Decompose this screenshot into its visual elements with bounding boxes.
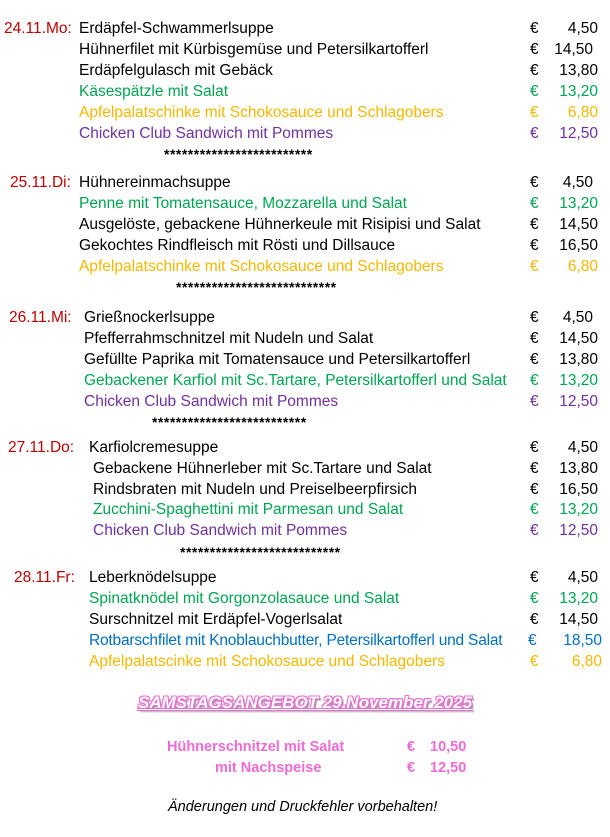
menu-item: Karfiolcremesuppe (89, 439, 219, 456)
menu-item: Käsespätzle mit Salat (79, 83, 229, 100)
price: 4,50 (562, 309, 593, 326)
currency: € (530, 522, 539, 539)
menu-item: Chicken Club Sandwich mit Pommes (84, 393, 339, 410)
menu-item: Erdäpfelgulasch mit Gebäck (79, 62, 273, 79)
day-label-fr: 28.11.Fr: (14, 569, 75, 586)
price: 12,50 (559, 522, 598, 539)
price: 6,80 (567, 258, 598, 275)
menu-item: Spinatknödel mit Gorgonzolasauce und Salat (89, 590, 400, 607)
currency: € (530, 216, 539, 233)
menu-item: Zucchini-Spaghettini mit Parmesan und Salat (93, 501, 404, 518)
currency: € (530, 393, 539, 410)
currency: € (407, 760, 416, 776)
price: 4,50 (562, 174, 593, 191)
saturday-offer-title: SAMSTAGSANGEBOT 29.November 2025 (138, 693, 473, 712)
price: 18,50 (563, 632, 602, 649)
price: 16,50 (559, 481, 598, 498)
currency: € (407, 739, 416, 755)
currency: € (530, 330, 539, 347)
separator: ************************* (164, 146, 313, 162)
menu-item: Apfelpalatscinke mit Schokosauce und Schlagobers (89, 653, 445, 670)
price: 13,20 (559, 501, 598, 518)
menu-item: Gefüllte Paprika mit Tomatensauce und Petersilkartofferl (84, 351, 471, 368)
price: 6,80 (567, 104, 598, 121)
disclaimer: Änderungen und Druckfehler vorbehalten! (168, 799, 438, 815)
day-label-mi: 26.11.Mi: (9, 309, 72, 326)
price: 13,80 (559, 460, 598, 477)
price: 14,50 (559, 330, 598, 347)
menu-item: Apfelpalatschinke mit Schokosauce und Schlagobers (79, 104, 444, 121)
currency: € (530, 611, 539, 628)
separator: ************************** (152, 414, 307, 430)
price: 10,50 (430, 739, 467, 755)
price: 13,20 (559, 372, 598, 389)
currency: € (530, 195, 539, 212)
menu-item: Apfelpalatschinke mit Schokosauce und Schlagobers (79, 258, 444, 275)
menu-item: Penne mit Tomatensauce, Mozzarella und Salat (79, 195, 407, 212)
menu-item: Pfefferrahmschnitzel mit Nudeln und Salat (84, 330, 374, 347)
currency: € (530, 41, 539, 58)
separator: *************************** (176, 279, 337, 295)
currency: € (530, 590, 539, 607)
currency: € (530, 174, 539, 191)
menu-item: Gekochtes Rindfleisch mit Rösti und Dillsauce (79, 237, 396, 254)
menu-item: Chicken Club Sandwich mit Pommes (93, 522, 348, 539)
price: 6,80 (571, 653, 602, 670)
menu-item: Hühnerfilet mit Kürbisgemüse und Petersilkartofferl (79, 41, 429, 58)
menu-item: Gebackener Karfiol mit Sc.Tartare, Petersilkartofferl und Salat (84, 372, 507, 389)
menu-item: Grießnockerlsuppe (84, 309, 215, 326)
currency: € (530, 104, 539, 121)
menu-item: Rotbarschfilet mit Knoblauchbutter, Petersilkartofferl und Salat (89, 632, 503, 649)
saturday-item: mit Nachspeise (215, 760, 322, 776)
currency: € (530, 439, 539, 456)
menu-item: Surschnitzel mit Erdäpfel-Vogerlsalat (89, 611, 343, 628)
currency: € (530, 83, 539, 100)
price: 13,80 (559, 62, 598, 79)
menu-item: Leberknödelsuppe (89, 569, 217, 586)
currency: € (530, 237, 539, 254)
price: 4,50 (567, 439, 598, 456)
menu-item: Ausgelöste, gebackene Hühnerkeule mit Risipisi und Salat (79, 216, 481, 233)
currency: € (530, 351, 539, 368)
currency: € (530, 481, 539, 498)
separator: *************************** (180, 544, 341, 560)
currency: € (530, 372, 539, 389)
currency: € (528, 632, 537, 649)
menu-item: Gebackene Hühnerleber mit Sc.Tartare und Salat (93, 460, 432, 477)
currency: € (530, 125, 539, 142)
currency: € (530, 62, 539, 79)
price: 12,50 (430, 760, 467, 776)
price: 14,50 (559, 611, 598, 628)
price: 13,20 (559, 195, 598, 212)
price: 4,50 (567, 20, 598, 37)
menu-item: Rindsbraten mit Nudeln und Preiselbeerpfirsich (93, 481, 417, 498)
price: 13,20 (559, 83, 598, 100)
menu-item: Chicken Club Sandwich mit Pommes (79, 125, 334, 142)
currency: € (530, 569, 539, 586)
price: 4,50 (567, 569, 598, 586)
currency: € (530, 501, 539, 518)
currency: € (530, 20, 539, 37)
price: 13,20 (559, 590, 598, 607)
price: 14,50 (554, 41, 593, 58)
menu-item: Hühnereinmachsuppe (79, 174, 231, 191)
currency: € (530, 460, 539, 477)
price: 16,50 (559, 237, 598, 254)
price: 13,80 (559, 351, 598, 368)
day-label-do: 27.11.Do: (8, 439, 75, 456)
currency: € (530, 309, 539, 326)
day-label-mo: 24.11.Mo: (4, 20, 72, 37)
price: 12,50 (559, 125, 598, 142)
saturday-item: Hühnerschnitzel mit Salat (167, 739, 345, 755)
menu-item: Erdäpfel-Schwammerlsuppe (79, 20, 274, 37)
day-label-di: 25.11.Di: (10, 174, 71, 191)
price: 12,50 (559, 393, 598, 410)
currency: € (530, 653, 539, 670)
currency: € (530, 258, 539, 275)
price: 14,50 (559, 216, 598, 233)
